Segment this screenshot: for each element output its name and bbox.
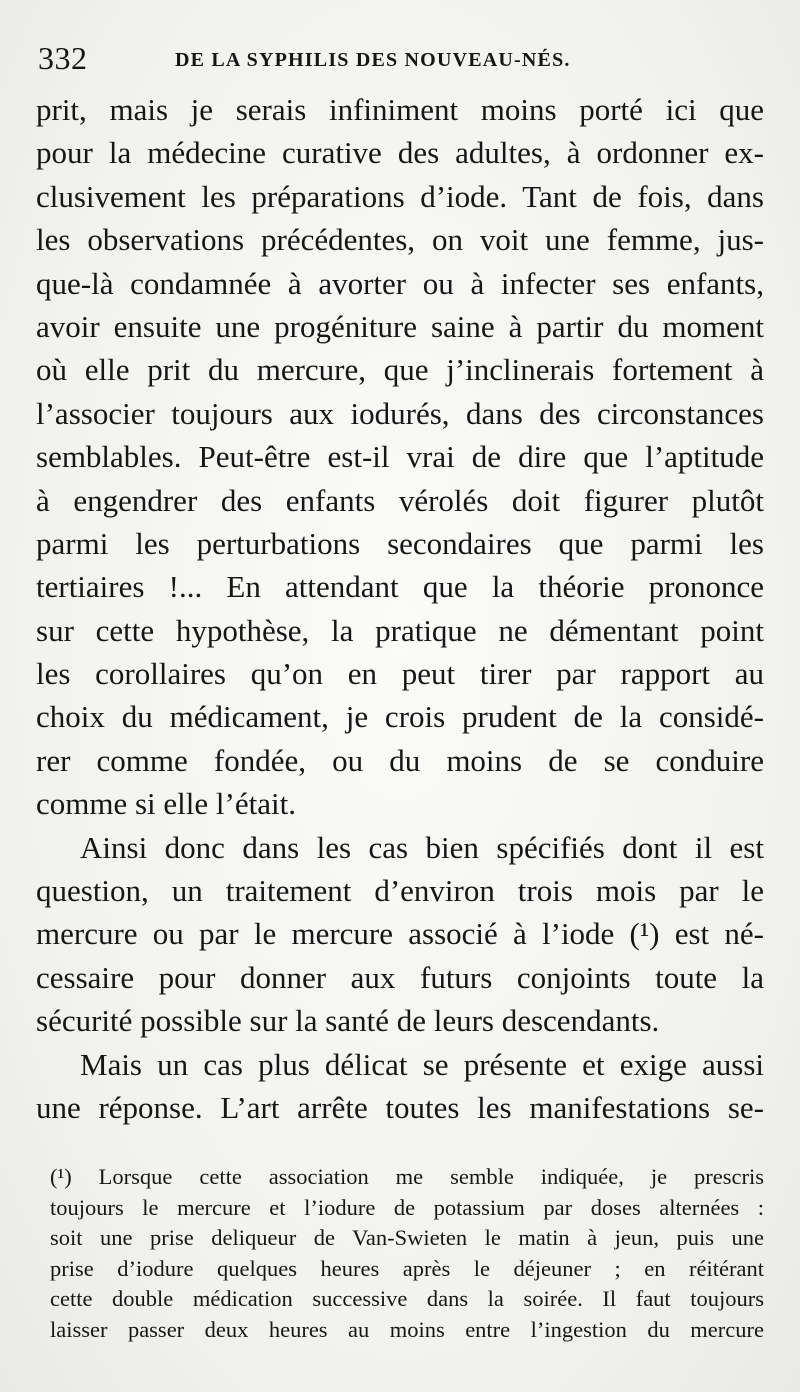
footnote-line: toujours le mercure et l’iodure de potassium par doses alternées : <box>50 1194 764 1220</box>
body-line: question, un traitement d’environ trois mois par le <box>36 873 764 909</box>
body-line: que-là condamnée à avorter ou à infecter ses enfants, <box>36 265 764 301</box>
footnote-line: cette double médication successive dans la soirée. Il faut toujours <box>50 1286 764 1312</box>
running-title: DE LA SYPHILIS DES NOUVEAU-NÉS. <box>175 49 571 71</box>
body-line: l’associer toujours aux iodurés, dans des circonstances <box>36 395 764 431</box>
body-line: tertiaires !... En attendant que la théorie prononce <box>36 569 764 605</box>
footnote-line: laisser passer deux heures au moins entre l’ingestion du mercure <box>50 1316 764 1342</box>
body-line: les corollaires qu’on en peut tirer par rapport au <box>36 656 764 692</box>
body-line: prit, mais je serais infiniment moins porté ici que <box>36 92 764 127</box>
body-line: choix du médicament, je crois prudent de la considé- <box>36 699 764 735</box>
footnote-line: (¹) Lorsque cette association me semble indiquée, je prescris <box>50 1164 764 1189</box>
body-line: une réponse. L’art arrête toutes les manifestations se- <box>36 1089 764 1125</box>
body-line: parmi les perturbations secondaires que parmi les <box>36 525 764 561</box>
body-line: comme si elle l’était. <box>36 786 296 822</box>
body-line: semblables. Peut-être est-il vrai de dire que l’aptitude <box>36 439 764 475</box>
body-line: rer comme fondée, ou du moins de se conduire <box>36 742 764 778</box>
page-header <box>38 38 758 82</box>
footnotes <box>50 1162 764 1346</box>
body-line: à engendrer des enfants vérolés doit figurer plutôt <box>36 482 764 518</box>
body-line: sécurité possible sur la santé de leurs descendants. <box>36 1003 660 1039</box>
body-line: les observations précédentes, on voit une femme, jus- <box>36 222 764 258</box>
body-line: clusivement les préparations d’iode. Tant de fois, dans <box>36 178 764 214</box>
footnote-line: prise d’iodure quelques heures après le déjeuner ; en réitérant <box>50 1255 764 1281</box>
body-line: avoir ensuite une progéniture saine à partir du moment <box>36 308 764 344</box>
paragraph-first-line: Ainsi donc dans les cas bien spécifiés dont il est <box>80 829 764 865</box>
body-line: sur cette hypothèse, la pratique ne démentant point <box>36 612 764 648</box>
body-line: où elle prit du mercure, que j’inclinerais fortement à <box>36 352 764 388</box>
paragraph-first-line: Mais un cas plus délicat se présente et exige aussi <box>80 1046 764 1082</box>
body-line: mercure ou par le mercure associé à l’iode (¹) est né- <box>36 916 764 952</box>
page-number: 332 <box>38 40 88 76</box>
body-line: pour la médecine curative des adultes, à ordonner ex- <box>36 135 764 171</box>
footnote-line: soit une prise deliqueur de Van-Swieten le matin à jeun, puis une <box>50 1225 764 1251</box>
body-line: cessaire pour donner aux futurs conjoints toute la <box>36 959 764 995</box>
body-text <box>36 88 764 1129</box>
